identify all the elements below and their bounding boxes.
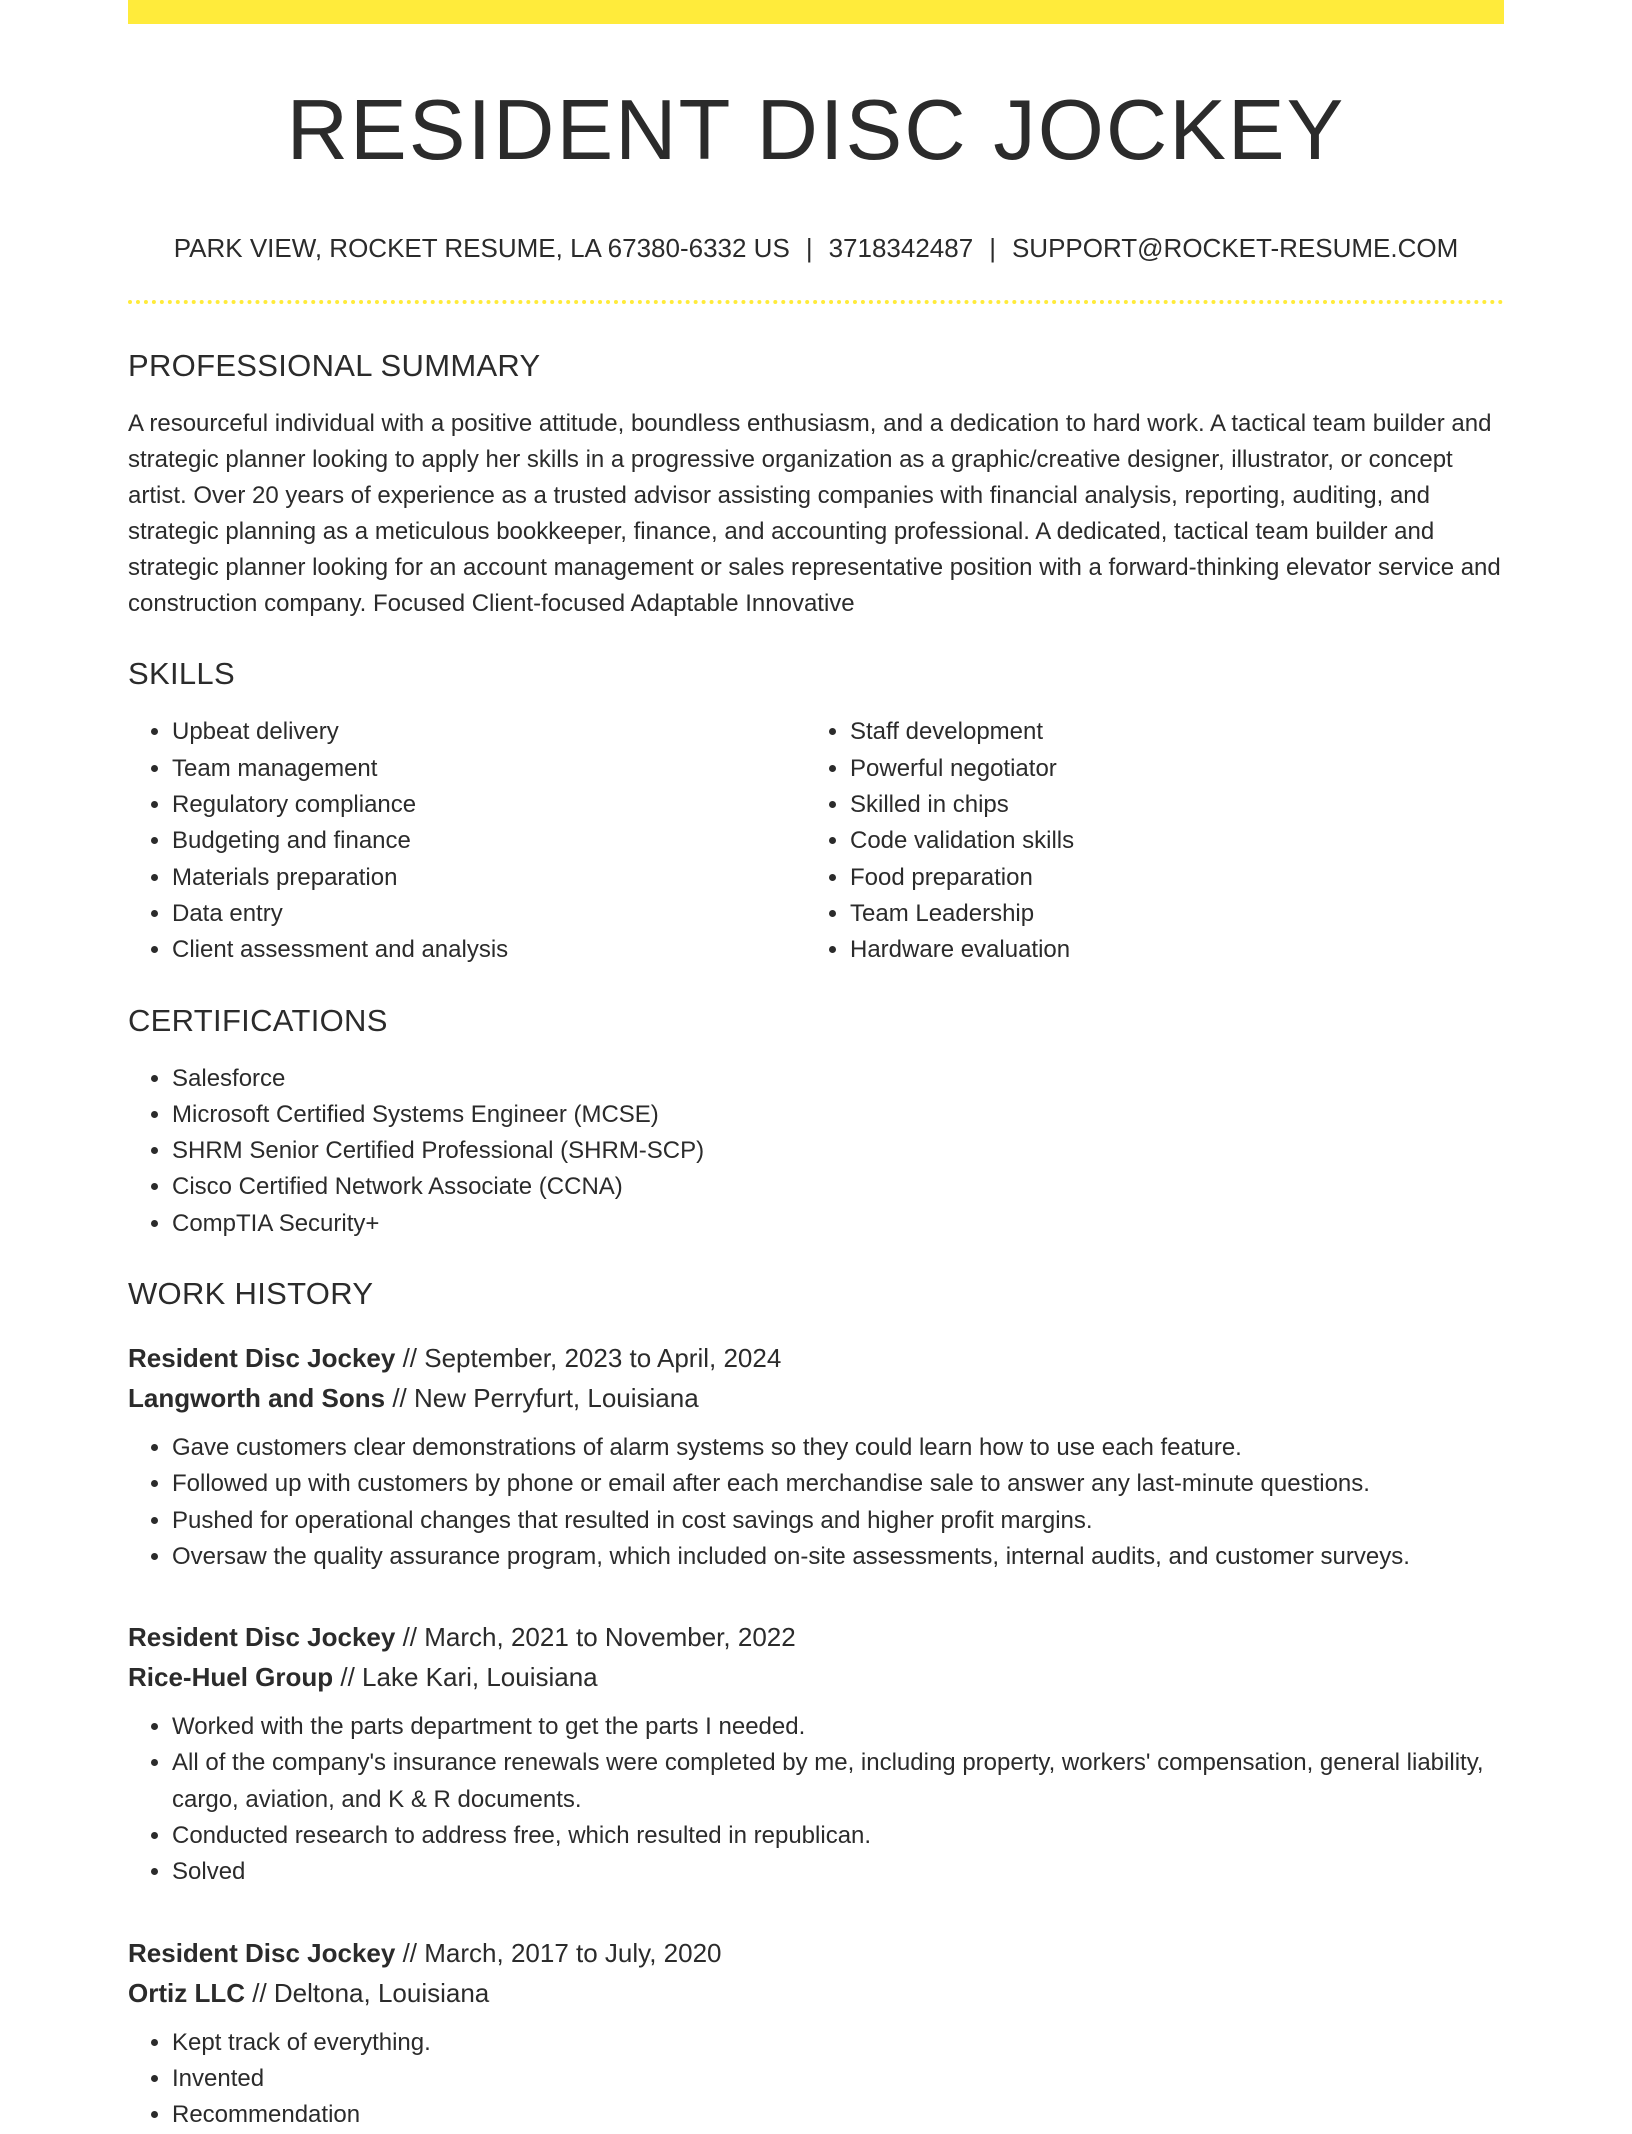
- job-company-line: [128, 1657, 1504, 1697]
- job-entry: [128, 1617, 1504, 1890]
- list-item: • Gave customers clear demonstrations of alarm systems so they could learn how to use each feature.: [172, 1430, 1504, 1466]
- job-location: // New Perryfurt, Louisiana: [385, 1383, 699, 1413]
- job-title: Resident Disc Jockey: [128, 1343, 396, 1373]
- list-item: • Regulatory compliance: [172, 787, 806, 823]
- job-entry: [128, 1933, 1504, 2134]
- list-item: • Kept track of everything.: [172, 2025, 1504, 2061]
- certifications-heading: CERTIFICATIONS: [128, 1002, 388, 1038]
- list-item: • CompTIA Security+: [172, 1206, 1504, 1242]
- list-item: • Upbeat delivery: [172, 714, 806, 750]
- list-item: • Microsoft Certified Systems Engineer (MCSE): [172, 1097, 1504, 1133]
- list-item: • Budgeting and finance: [172, 823, 806, 859]
- job-title-line: [128, 1617, 1504, 1657]
- job-dates: // March, 2021 to November, 2022: [395, 1622, 796, 1653]
- list-item: • Invented: [172, 2061, 1504, 2097]
- list-item: • Staff development: [850, 714, 1484, 750]
- summary-heading: PROFESSIONAL SUMMARY: [128, 348, 541, 384]
- job-bullets: [128, 1430, 1504, 1575]
- job-company-line: [128, 1378, 1504, 1418]
- certifications-list: [128, 1061, 1504, 1242]
- contact-address: PARK VIEW, ROCKET RESUME, LA 67380-6332 US: [173, 233, 790, 264]
- skills-list-left: [128, 714, 806, 968]
- list-item: • Team management: [172, 751, 806, 787]
- list-item: • Recommendation: [172, 2097, 1504, 2133]
- job-bullets: [128, 1709, 1504, 1890]
- skills-column-right: [806, 714, 1484, 968]
- contact-email: SUPPORT@ROCKET-RESUME.COM: [1011, 233, 1459, 264]
- list-item: • Client assessment and analysis: [172, 932, 806, 968]
- list-item: • Cisco Certified Network Associate (CCNA): [172, 1169, 1504, 1205]
- list-item: • Food preparation: [850, 860, 1484, 896]
- list-item: • Team Leadership: [850, 896, 1484, 932]
- skills-list-right: [806, 714, 1484, 968]
- list-item: • Skilled in chips: [850, 787, 1484, 823]
- work-history-heading: WORK HISTORY: [128, 1276, 374, 1311]
- job-title-line: [128, 1338, 1504, 1378]
- list-item: • Solved: [172, 1854, 1504, 1890]
- list-item: • Materials preparation: [172, 860, 806, 896]
- candidate-name: RESIDENT DISC JOCKEY: [286, 83, 1346, 178]
- top-accent-bar: [128, 0, 1504, 24]
- job-title: Resident Disc Jockey: [128, 1622, 396, 1653]
- contact-separator: |: [805, 233, 813, 264]
- list-item: • Pushed for operational changes that resulted in cost savings and higher profit margins.: [172, 1503, 1504, 1539]
- skills-columns: [128, 714, 1504, 968]
- list-item: • Oversaw the quality assurance program, which included on-site assessments, internal audits, and customer surveys.: [172, 1539, 1504, 1575]
- job-company-line: [128, 1973, 1504, 2013]
- list-item: • All of the company's insurance renewals were completed by me, including property, workers' compensation, general liability, cargo, aviation, and K & R documents.: [172, 1745, 1504, 1818]
- list-item: • Followed up with customers by phone or email after each merchandise sale to answer any last-minute questions.: [172, 1466, 1504, 1502]
- list-item: • Code validation skills: [850, 823, 1484, 859]
- job-dates: // September, 2023 to April, 2024: [395, 1343, 782, 1373]
- job-company: Ortiz LLC: [128, 1977, 245, 2008]
- job-title: Resident Disc Jockey: [128, 1937, 396, 1968]
- list-item: • SHRM Senior Certified Professional (SHRM-SCP): [172, 1133, 1504, 1169]
- list-item: • Powerful negotiator: [850, 751, 1484, 787]
- skills-heading: SKILLS: [128, 656, 235, 692]
- list-item: • Salesforce: [172, 1061, 1504, 1097]
- job-location: // Deltona, Louisiana: [245, 1977, 490, 2008]
- summary-text: A resourceful individual with a positive attitude, boundless enthusiasm, and a dedication to hard work. A tactical team builder and strategic planner looking to apply her skills in a progressive organization as a graphic/creative designer, illustrator, or concept artist. Over 20 years of experience as a trusted advisor assisting companies with financial analysis, reporting, auditing, and strategic planning as a meticulous bookkeeper, finance, and accounting professional. A dedicated, tactical team builder and strategic planner looking for an account management or sales representative position with a forward-thinking elevator service and construction company. Focused Client-focused Adaptable Innovative: [128, 410, 1501, 618]
- list-item: • Data entry: [172, 896, 806, 932]
- list-item: • Hardware evaluation: [850, 932, 1484, 968]
- resume-page: [128, 0, 1504, 2134]
- job-title-line: [128, 1933, 1504, 1973]
- skills-column-left: [128, 714, 806, 968]
- contact-separator: |: [989, 233, 996, 264]
- contact-phone: 3718342487: [828, 233, 974, 264]
- dotted-divider: [128, 300, 1504, 304]
- job-bullets: [128, 2025, 1504, 2134]
- job-company: Rice-Huel Group: [128, 1662, 334, 1693]
- job-location: // Lake Kari, Louisiana: [333, 1662, 598, 1693]
- list-item: • Conducted research to address free, which resulted in republican.: [172, 1818, 1504, 1854]
- job-company: Langworth and Sons: [128, 1383, 386, 1413]
- list-item: • Worked with the parts department to get the parts I needed.: [172, 1709, 1504, 1745]
- contact-line: [128, 233, 1504, 264]
- job-dates: // March, 2017 to July, 2020: [395, 1937, 722, 1968]
- job-entry: [128, 1338, 1504, 1575]
